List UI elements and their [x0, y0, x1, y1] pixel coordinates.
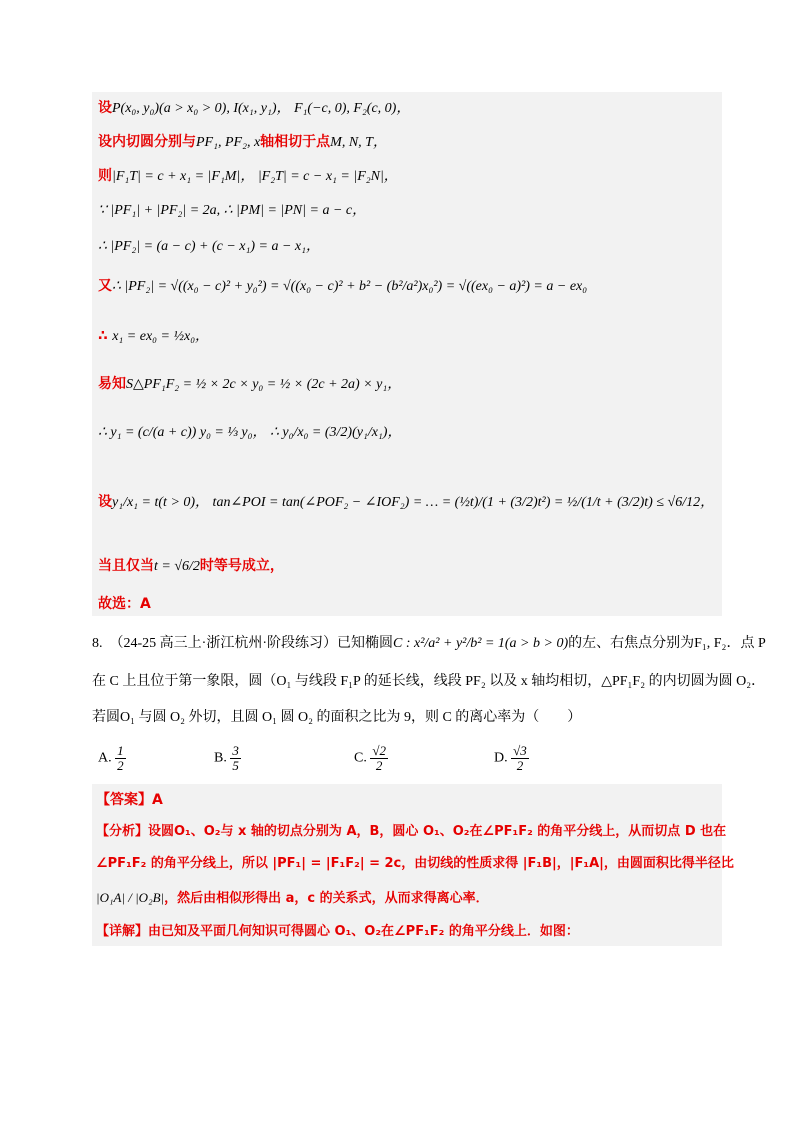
- analysis-line-2: ∠PF₁F₂ 的角平分线上，所以 |PF₁| = |F₁F₂| = 2c，由切线的性质求得 |F₁B|，|F₁A|，由圆面积比得半径比: [96, 856, 734, 871]
- option-a[interactable]: A. $\frac{1}{2}$: [98, 743, 124, 773]
- solution-line-5: ∴ |PF₂| = (a − c) + (c − x₁) = a − x₁，: [98, 239, 320, 254]
- option-c[interactable]: C. $\frac{√2}{2}$: [354, 743, 386, 773]
- solution-conclusion: 故选：A: [98, 596, 151, 612]
- question-line-2: 在 C 上且位于第一象限，圆（O₁ 与线段 F₁P 的延长线，线段 PF₂ 以及 x 轴均相切，△PF₁F₂ 的内切圆为圆 O₂．: [92, 674, 766, 689]
- option-b[interactable]: B. $\frac{3}{5}$: [214, 743, 239, 773]
- solution-line-10: 设y₁/x₁ = t(t > 0)， tan∠POI = tan(∠POF₂ − ∠IOF₂) = … = (½t)/(1 + (3/2)t²) = ½/(1/t + (3/2)t) ≤ √6/12，: [98, 494, 715, 510]
- solution-line-9: ∴ y₁ = (c/(a + c)) y₀ = ⅓ y₀， ∴ y₀/x₀ = (3/2)(y₁/x₁)，: [98, 425, 402, 440]
- option-d[interactable]: D. $\frac{√3}{2}$: [494, 743, 527, 773]
- solution-line-8: 易知S△PF₁F₂ = ½ × 2c × y₀ = ½ × (2c + 2a) × y₁，: [98, 376, 402, 392]
- solution-line-6: 又∴ |PF₂| = √((x₀ − c)² + y₀²) = √((x₀ − c)² + b² − (b²/a²)x₀²) = √((ex₀ − a)²) = a − ex₀: [98, 278, 588, 294]
- solution-line-1: 设P(x₀, y₀)(a > x₀ > 0), I(x₁, y₁)， F₁(−c, 0), F₂(c, 0)，: [98, 100, 411, 116]
- solution-line-11: 当且仅当t = √6/2时等号成立，: [98, 558, 284, 574]
- solution-line-4: ∵ |PF₁| + |PF₂| = 2a, ∴ |PM| = |PN| = a − c，: [98, 203, 367, 218]
- solution-line-7: ∴ x₁ = ex₀ = ½x₀，: [98, 328, 210, 344]
- solution-line-3: 则|F₁T| = c + x₁ = |F₁M|， |F₂T| = c − x₁ = |F₂N|，: [98, 168, 398, 184]
- analysis-line-3: |O₁A| / |O₂B|，然后由相似形得出 a，c 的关系式，从而求得离心率．: [96, 890, 489, 906]
- question-line-1: 8. （24-25 高三上·浙江杭州·阶段练习）已知椭圆C : x²/a² + y²/b² = 1(a > b > 0)的左、右焦点分别为F₁, F₂．点 P: [92, 636, 766, 651]
- solution-line-2: 设内切圆分别与PF₁, PF₂, x轴相切于点M, N, T，: [98, 134, 387, 150]
- detail-line: 【详解】由已知及平面几何知识可得圆心 O₁、O₂在∠PF₁F₂ 的角平分线上．如图：: [96, 924, 579, 939]
- question-line-3: 若圆O₁ 与圆 O₂ 外切，且圆 O₁ 圆 O₂ 的面积之比为 9，则 C 的离心率为（ ）: [92, 710, 582, 725]
- analysis-line-1: 【分析】设圆O₁、O₂与 x 轴的切点分别为 A，B，圆心 O₁、O₂在∠PF₁F₂ 的角平分线上，从而切点 D 也在: [96, 824, 727, 839]
- answer-label: 【答案】A: [96, 792, 163, 808]
